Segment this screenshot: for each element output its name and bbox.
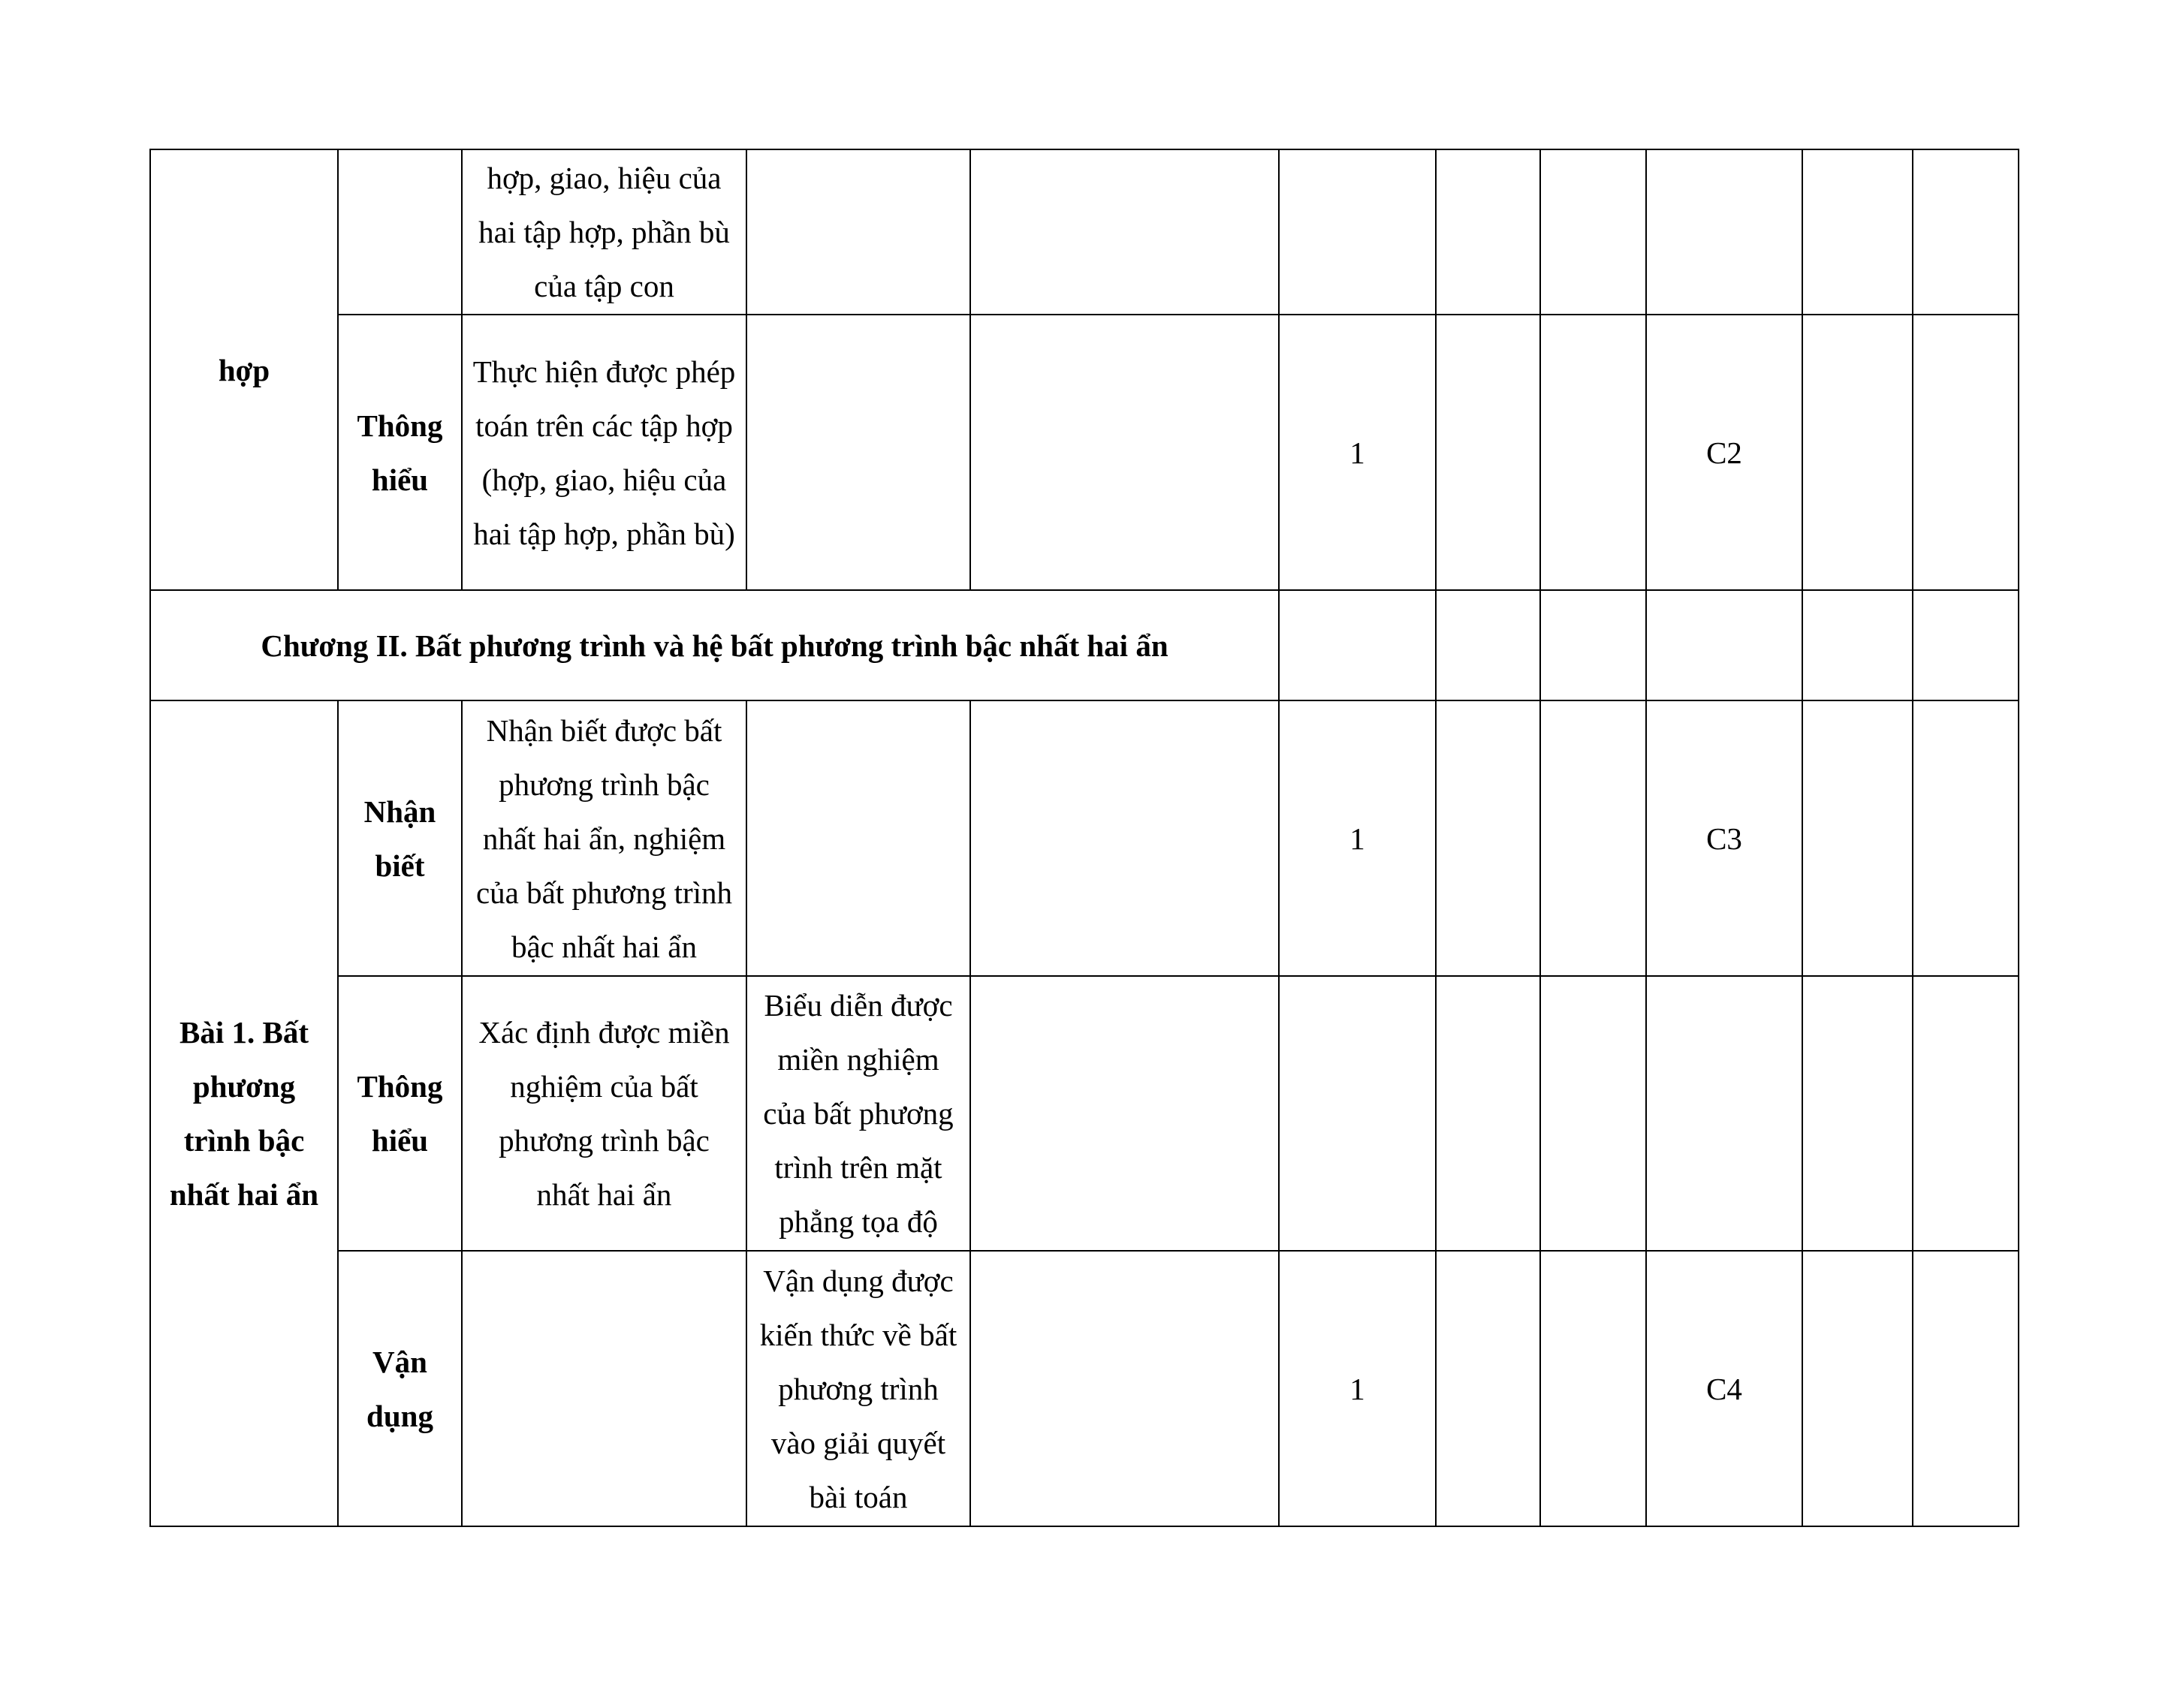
content-cell: Xác định được miền nghiệm của bất phương trình bậc nhất hai ẩn	[462, 976, 746, 1251]
empty-cell	[1913, 700, 2019, 976]
question-cell	[1646, 149, 1802, 315]
question-cell: C3	[1646, 700, 1802, 976]
table-row	[150, 149, 2019, 315]
empty-cell	[1913, 976, 2019, 1251]
table-row	[150, 315, 2019, 590]
empty-cell	[1913, 315, 2019, 590]
empty-cell	[1802, 149, 1913, 315]
empty-cell	[1540, 149, 1646, 315]
empty-cell	[1540, 315, 1646, 590]
empty-cell	[1913, 1251, 2019, 1526]
empty-cell	[970, 976, 1279, 1251]
empty-cell	[970, 700, 1279, 976]
content-cell: Nhận biết được bất phương trình bậc nhất hai ẩn, nghiệm của bất phương trình bậc nhất hai ẩn	[462, 700, 746, 976]
question-cell: C2	[1646, 315, 1802, 590]
question-cell: C4	[1646, 1251, 1802, 1526]
content-cell: Vận dụng được kiến thức về bất phương trình vào giải quyết bài toán	[746, 1251, 970, 1526]
table-row	[150, 1251, 2019, 1526]
empty-cell	[1436, 149, 1540, 315]
empty-cell	[1802, 700, 1913, 976]
empty-cell	[1279, 590, 1436, 700]
empty-cell	[1436, 976, 1540, 1251]
empty-cell	[970, 1251, 1279, 1526]
empty-cell	[1802, 976, 1913, 1251]
content-cell	[746, 700, 970, 976]
empty-cell	[1540, 590, 1646, 700]
count-cell: 1	[1279, 315, 1436, 590]
table-row	[150, 976, 2019, 1251]
content-cell: Biểu diễn được miền nghiệm của bất phương trình trên mặt phẳng tọa độ	[746, 976, 970, 1251]
empty-cell	[1436, 1251, 1540, 1526]
count-cell: 1	[1279, 1251, 1436, 1526]
empty-cell	[1802, 590, 1913, 700]
content-cell	[746, 149, 970, 315]
empty-cell	[1540, 700, 1646, 976]
empty-cell	[1540, 976, 1646, 1251]
content-cell: hợp, giao, hiệu của hai tập hợp, phần bù của tập con	[462, 149, 746, 315]
empty-cell	[1436, 590, 1540, 700]
matrix-table	[149, 149, 2019, 1527]
level-cell: Thông hiểu	[338, 976, 462, 1251]
empty-cell	[970, 149, 1279, 315]
topic-cell: hợp	[150, 149, 338, 590]
empty-cell	[1436, 315, 1540, 590]
content-cell	[746, 315, 970, 590]
empty-cell	[1913, 590, 2019, 700]
table-row	[150, 700, 2019, 976]
content-cell	[462, 1251, 746, 1526]
level-cell: Vận dụng	[338, 1251, 462, 1526]
chapter-heading: Chương II. Bất phương trình và hệ bất phương trình bậc nhất hai ẩn	[150, 590, 1279, 700]
content-cell: Thực hiện được phép toán trên các tập hợp (hợp, giao, hiệu của hai tập hợp, phần bù)	[462, 315, 746, 590]
empty-cell	[1802, 315, 1913, 590]
question-cell	[1646, 976, 1802, 1251]
empty-cell	[1540, 1251, 1646, 1526]
lesson-topic-cell: Bài 1. Bất phương trình bậc nhất hai ẩn	[150, 700, 338, 1526]
level-cell	[338, 149, 462, 315]
level-cell: Nhận biết	[338, 700, 462, 976]
empty-cell	[970, 315, 1279, 590]
empty-cell	[1436, 700, 1540, 976]
empty-cell	[1802, 1251, 1913, 1526]
level-cell: Thông hiểu	[338, 315, 462, 590]
count-cell	[1279, 976, 1436, 1251]
empty-cell	[1913, 149, 2019, 315]
chapter-row	[150, 590, 2019, 700]
count-cell: 1	[1279, 700, 1436, 976]
empty-cell	[1646, 590, 1802, 700]
count-cell	[1279, 149, 1436, 315]
